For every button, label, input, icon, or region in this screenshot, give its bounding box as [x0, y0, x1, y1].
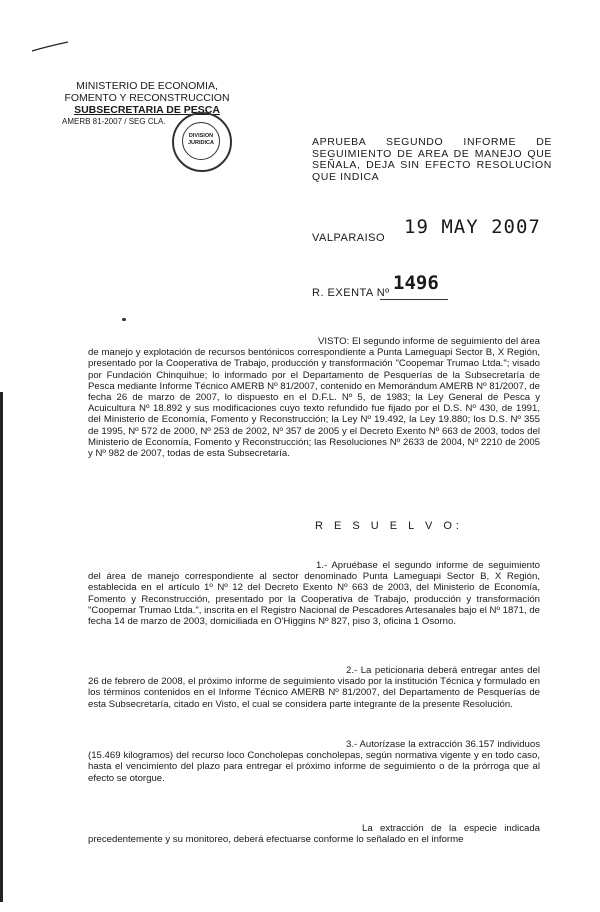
visto-paragraph: VISTO: El segundo informe de seguimiento del área de manejo y explotación de recursos bentónicos correspondiente a Punta Lameguapi Sector B, X Región, presentado por la Cooperativa de Trabajo, producción y transformación "Coopemar Trumao Ltda."; visado por Fundación Chinquihue; lo informado por el Departamento de Pesquerías de la Subsecretaría de Pesca mediante Informe Técnico AMERB Nº 81/2007, contenido en Memorándum AMERB Nº 81/2007, de fecha 26 de marzo de 2007, lo dispuesto en el D.F.L. Nº 5, de 1983; la Ley General de Pesca y Acuicultura Nº 18.892 y sus modificaciones cuyo texto refundido fue fijado por el D.S. Nº 430, de 1991, del Ministerio de Economía, Fomento y Reconstrucción; la Ley Nº 19.492, la Ley 19.880; los D.S. Nº 355 de 1995, Nº 572 de 2000, Nº 253 de 2002, Nº 357 de 2005 y el Decreto Exento Nº 663 de 2003, todos del Ministerio de Economía, Fomento y Reconstrucción; las Resoluciones Nº 2633 de 2004, Nº 2210 de 2005 y Nº 982 de 2007, todas de esta Subsecretaría. [88, 336, 540, 460]
division-juridica-stamp [172, 112, 232, 172]
stray-mark [122, 318, 126, 321]
stamp-line-2: JURIDICA [188, 140, 214, 146]
stamp-line-1: DIVISION [188, 133, 214, 139]
subsecretaria-line: SUBSECRETARIA DE PESCA [74, 104, 220, 116]
resolution-label: R. EXENTA Nº [312, 287, 390, 299]
article-2: 2.- La peticionaria deberá entregar antes del 26 de febrero de 2008, el próximo informe de seguimiento visado por la institución Técnica y formulado en los términos contenidos en el Informe Técnico AMERB Nº 81/2007, del Departamento de Pesquerías de esta Subsecretaría, citado en Visto, el cual se considera parte integrante de la presente Resolución. [88, 665, 540, 710]
scan-edge-shadow [0, 392, 3, 902]
ministry-line-2: FOMENTO Y RECONSTRUCCION [64, 92, 230, 104]
date-stamp: 19 MAY 2007 [404, 216, 541, 238]
reference-code: AMERB 81-2007 / SEG CLA. [62, 117, 166, 126]
paragraph-continuation: La extracción de la especie indicada precedentemente y su monitoreo, deberá efectuarse conforme lo señalado en el informe [88, 823, 540, 846]
number-underline [380, 299, 448, 300]
resuelvo-heading: R E S U E L V O: [315, 520, 463, 532]
resolution-number: 1496 [393, 272, 439, 294]
resolution-summary: APRUEBA SEGUNDO INFORME DE SEGUIMIENTO DE AREA DE MANEJO QUE SEÑALA, DEJA SIN EFECTO RESOLUCION QUE INDICA [312, 136, 552, 183]
article-1: 1.- Apruébase el segundo informe de seguimiento del área de manejo correspondiente al sector denominado Punta Lameguapi Sector B, X Región, establecida en el artículo 1º Nº 12 del Decreto Exento Nº 663 de 2003, del Ministerio de Economía, Fomento y Reconstrucción, presentado por la Cooperativa de Trabajo, producción y transformación "Coopemar Trumao Ltda.", inscrita en el Registro Nacional de Pescadores Artesanales bajo el Nº 1871, de fecha 14 de marzo de 2003, domiciliada en O'Higgins Nº 827, piso 3, oficina 1 Osorno. [88, 560, 540, 628]
article-3: 3.- Autorízase la extracción 36.157 individuos (15.469 kilogramos) del recurso loco Concholepas concholepas, según normativa vigente y en todo caso, hasta el vencimiento del plazo para entregar el próximo informe de seguimiento o de la prórroga que al efecto se otorgue. [88, 739, 540, 784]
place-label: VALPARAISO [312, 232, 386, 244]
pen-stroke-mark [30, 40, 70, 54]
ministry-line-1: MINISTERIO DE ECONOMIA, [76, 80, 218, 92]
